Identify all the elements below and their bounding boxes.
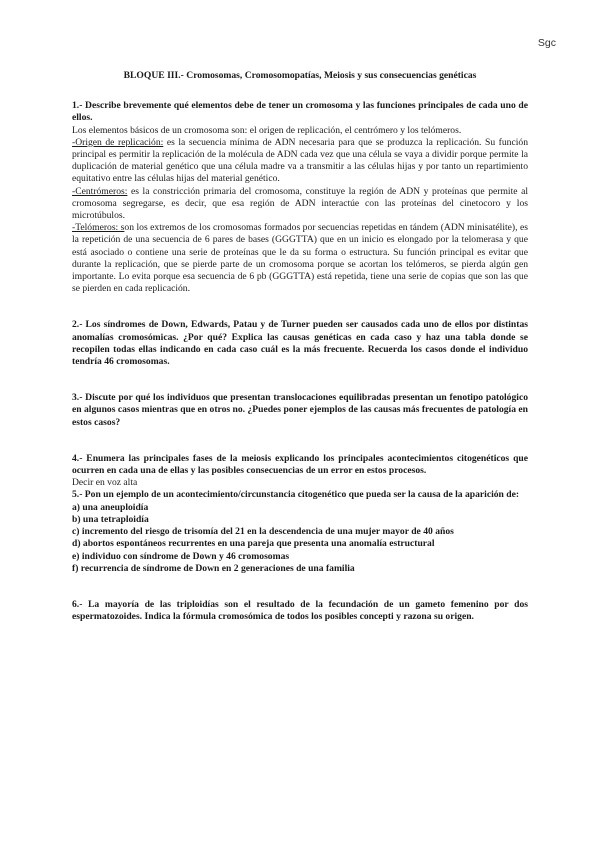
centromero-label: -Centrómeros: — [72, 185, 128, 197]
question-5: 5.- Pon un ejemplo de un acontecimiento/circunstancia citogenético que pueda ser la causa de la aparición de: — [72, 489, 520, 501]
answer-1-centromero — [72, 186, 528, 223]
telomero-text: on los extremos de los cromosomas formados por secuencias repetidas en tándem (ADN minisatélite), es la repetición de una secuencia de 6 pares de bases (GGGTTA) que en un inicio es elongado por la telomerasa y que está asociado o contiene una serie de proteínas que le da su forma o estructura. Su función principal es evitar que durante la replicación, que se pierde parte de un cromosoma porque se acortan los telómeros, se pierda algún gen importante. Lo evita porque esa secuencia de 6 pb (GGGTTA) está repetida, tiene una serie de copias que son las que se pierden en cada replicación. — [72, 222, 528, 295]
answer-4-note: Decir en voz alta — [72, 477, 138, 489]
list-item: c) incremento del riesgo de trisomía del 21 en la descendencia de una mujer mayor de 40 años — [72, 526, 454, 538]
telomero-label: -Telómeros: s — [72, 222, 125, 234]
list-item: f) recurrencia de síndrome de Down en 2 generaciones de una familia — [72, 562, 355, 574]
answer-1-origen — [72, 137, 528, 186]
answer-1-telomero — [72, 222, 528, 295]
question-6: 6.- La mayoría de las triploidías son el resultado de la fecundación de un gameto femenino por dos espermatozoides. Indica la fórmula cromosómica de todos los posibles concepti y razona su origen. — [72, 598, 528, 623]
question-3: 3.- Discute por qué los individuos que presentan translocaciones equilibradas presentan un fenotipo patológico en algunos casos mientras que en otros no. ¿Puedes poner ejemplos de las causas más frecuentes de patología en estos casos? — [72, 392, 528, 428]
centromero-text: es la constricción primaria del cromosoma, constituye la región de ADN y proteínas que permite al cromosoma segregarse, es decir, que esa región de ADN interactúe con las proteínas del cinetocoro y los microtúbulos. — [72, 185, 528, 222]
origen-text: es la secuencia mínima de ADN necesaria para que se produzca la replicación. Su función principal es permitir la replicación de la molécula de ADN cada vez que una célula se vaya a dividir porque permite la duplicación de material genético que una célula madre va a transmitir a las células hijas y por tanto un repartimiento equitativo entre las células hijas del material genético. — [72, 136, 528, 185]
list-item: b) una tetraploidía — [72, 513, 149, 525]
list-item: e) individuo con síndrome de Down y 46 cromosomas — [72, 550, 290, 562]
header-mark: Sgc — [537, 37, 556, 49]
question-4: 4.- Enumera las principales fases de la meiosis explicando los principales acontecimientos citogenéticos que ocurren en cada una de ellas y las posibles consecuencias de un error en estos procesos. — [72, 452, 528, 477]
answer-1-intro: Los elementos básicos de un cromosoma son: el origen de replicación, el centrómero y los telómeros. — [72, 124, 462, 136]
question-1: 1.- Describe brevemente qué elementos debe de tener un cromosoma y las funciones principales de cada uno de ellos. — [72, 100, 528, 124]
document-page — [72, 70, 528, 623]
page-title: BLOQUE III.- Cromosomas, Cromosomopatías, Meiosis y sus consecuencias genéticas — [123, 70, 477, 81]
question-5-options — [72, 502, 528, 575]
list-item: d) abortos espontáneos recurrentes en una pareja que presenta una anomalía estructural — [72, 538, 435, 550]
question-2: 2.- Los síndromes de Down, Edwards, Patau y de Turner pueden ser causados cada uno de ellos por distintas anomalías cromosómicas. ¿Por qué? Explica las causas genéticas en cada caso y haz una tabla donde se recopilen todas ellas indicando en cada caso cuál es la más frecuente. Recuerda los casos donde el individuo tendría 46 cromosomas. — [72, 319, 528, 368]
origen-label: -Origen de replicación: — [72, 136, 164, 148]
list-item: a) una aneuploidía — [72, 501, 149, 513]
